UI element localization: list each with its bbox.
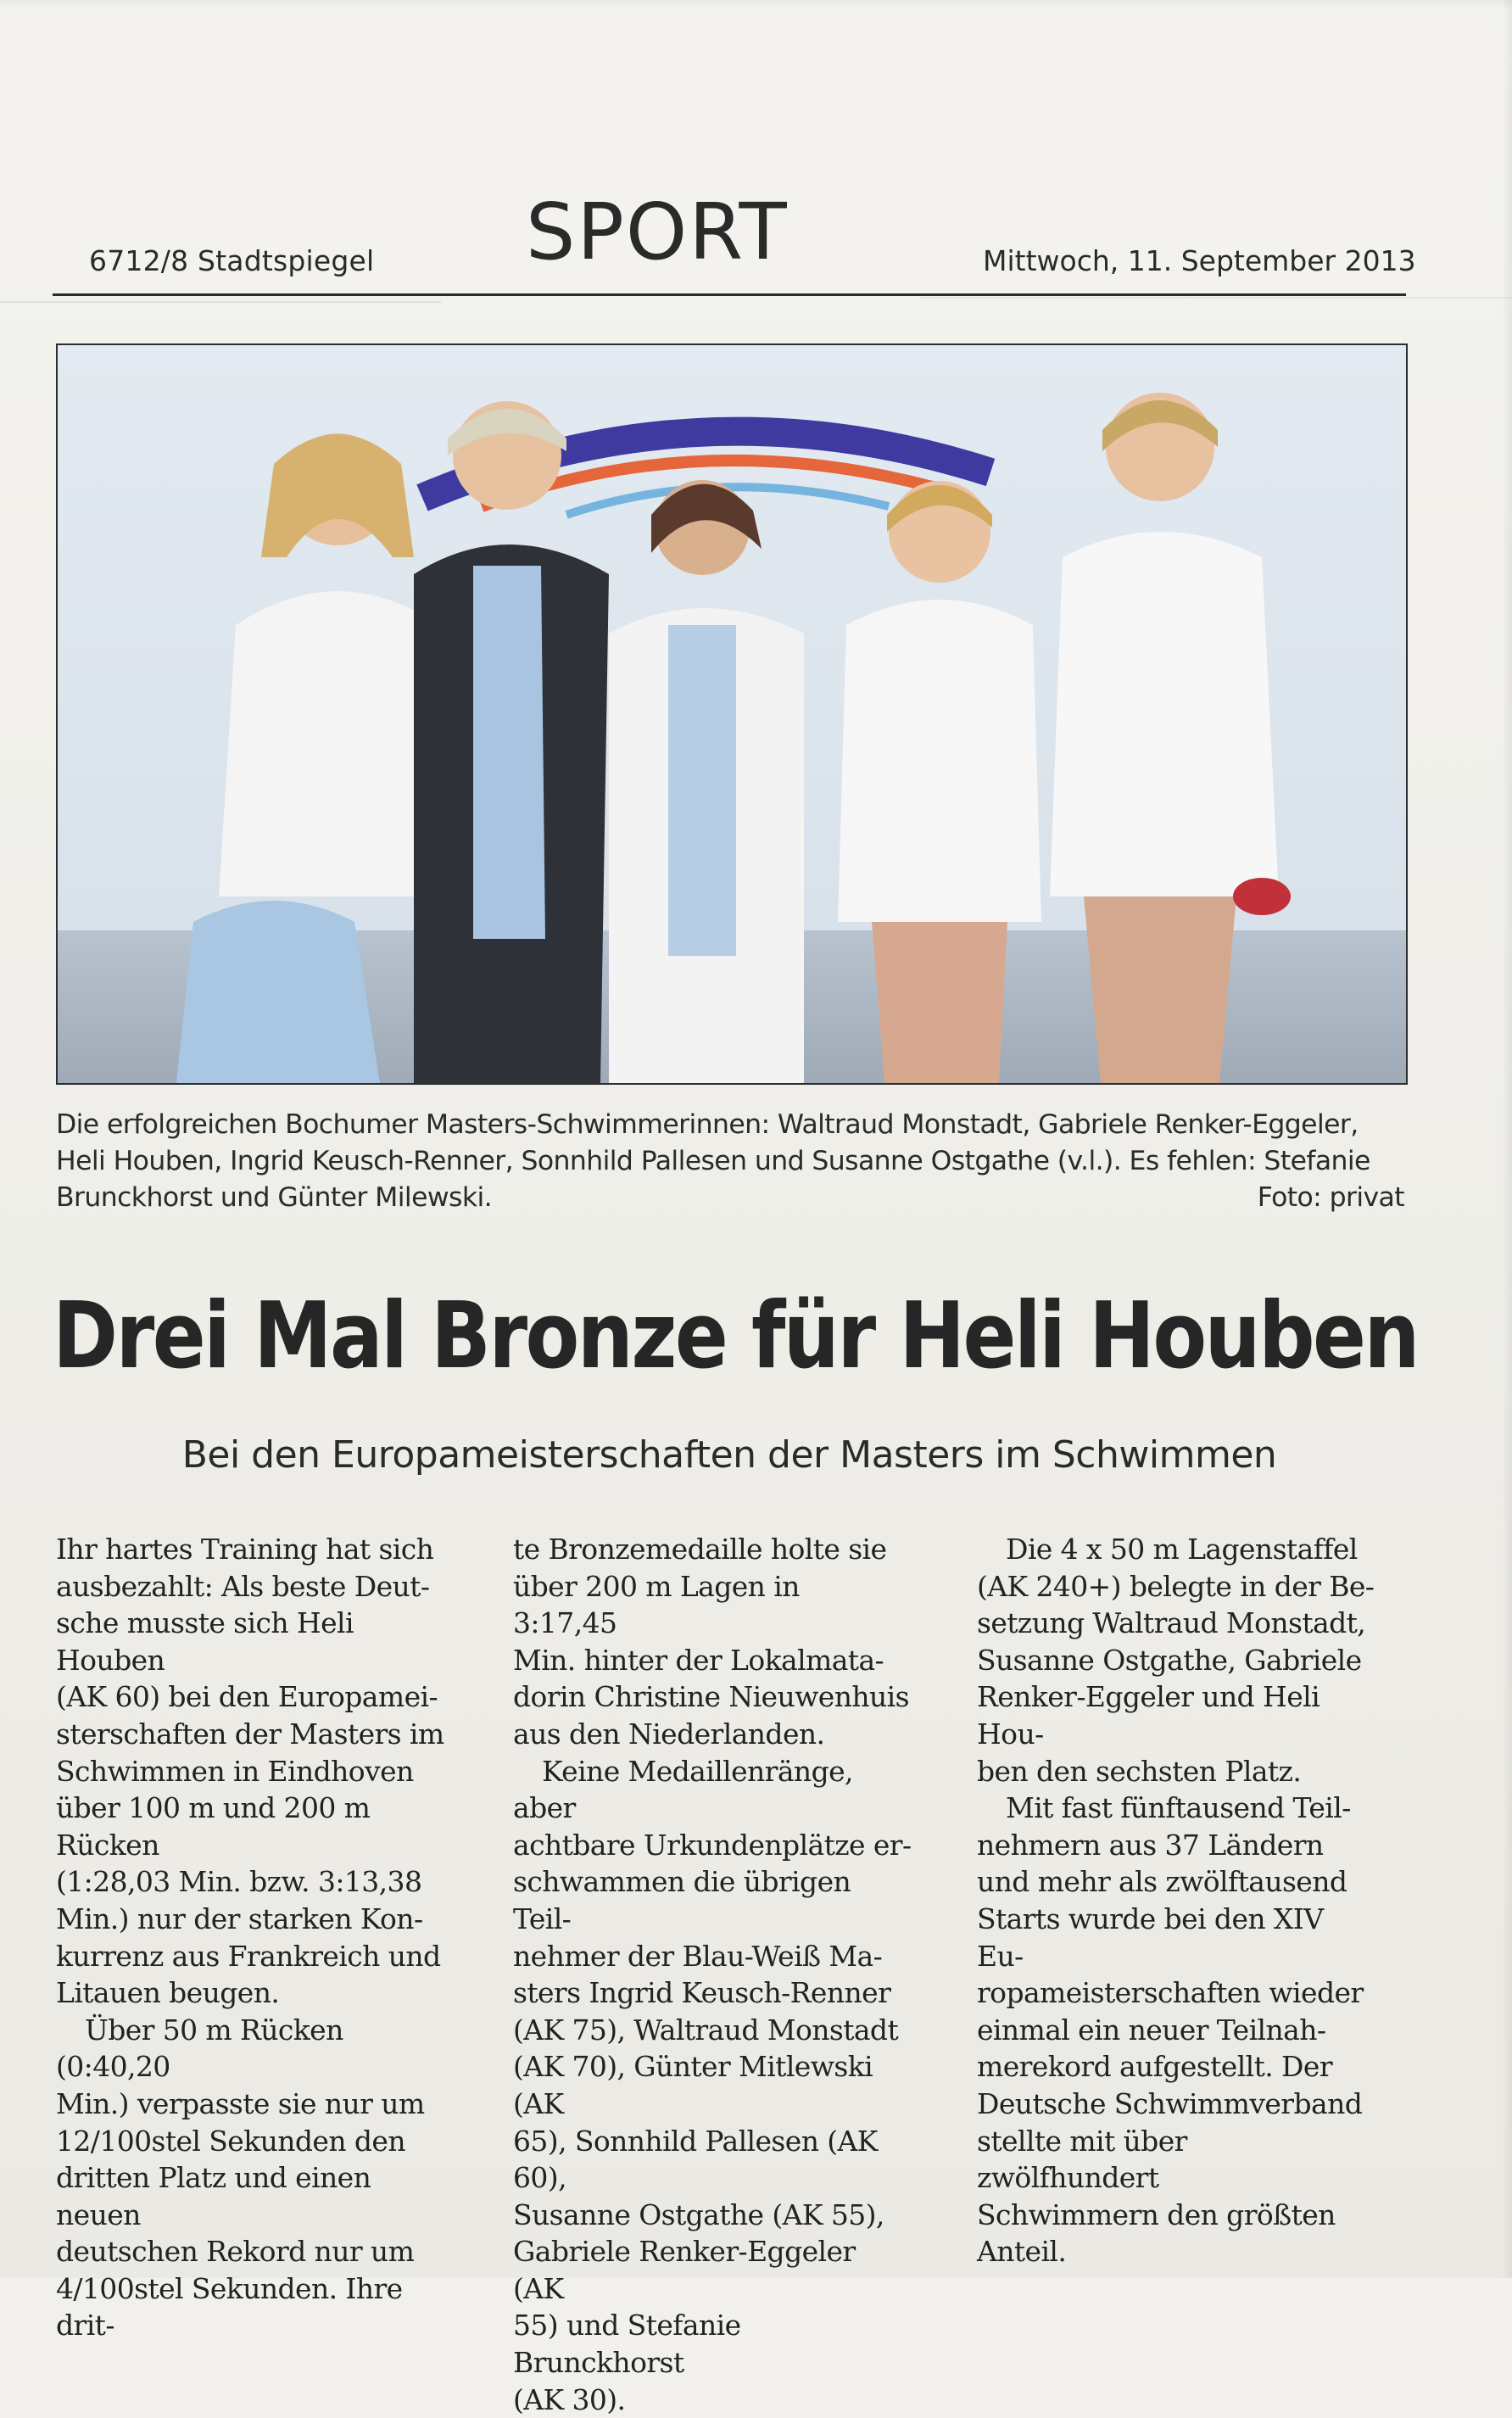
photo-credit: Foto: privat: [1257, 1182, 1404, 1213]
header-rule: [53, 293, 1406, 296]
edition-label: 6712/8 Stadtspiegel: [89, 244, 375, 277]
paragraph: Über 50 m Rücken (0:40,20 Min.) verpasste sie nur um 12/100stel Sekunden den dritten Platz und einen neuen deutschen Rekord nur um 4/100stel Sekunden. Ihre drit-: [56, 2013, 425, 2343]
scan-shadow-top: [0, 0, 1512, 8]
paragraph: Keine Medaillenränge, aber achtbare Urkundenplätze er- schwammen die übrigen Teil- nehmer der Blau-Weiß Ma- sters Ingrid Keusch-Renner (AK 75), Waltraud Monstadt (AK 70), Günter Mitlewski (AK 65), Sonnhild Pallesen (AK 60), Susanne Ostgathe (AK 55), Gabriele Renker-Eggeler (AK 55) und Stefanie Brunckhorst (AK 30).: [513, 1754, 912, 2416]
scan-shadow-right: [1502, 0, 1512, 2278]
caption-text: Die erfolgreichen Bochumer Masters-Schwimmerinnen: Waltraud Monstadt, Gabriele Renker-Eggeler, Heli Houben, Ingrid Keusch-Renner, Sonnhild Pallesen und Susanne Ostgathe (v.l.). Es fehlen: Stefanie Brunckhorst und Günter Milewski.: [56, 1109, 1370, 1213]
article-subheadline: Bei den Europameisterschaften der Masters im Schwimmen: [181, 1433, 1277, 1477]
article-column-1: [56, 1531, 455, 2344]
paragraph: Die 4 x 50 m Lagenstaffel (AK 240+) belegte in der Be- setzung Waltraud Monstadt, Susanne Ostgathe, Gabriele Renker-Eggeler und Heli Hou- ben den sechsten Platz.: [977, 1533, 1375, 1788]
article-column-3: [977, 1531, 1375, 2270]
article-column-2: [513, 1531, 912, 2418]
group-photo-icon: [58, 345, 1406, 1083]
paste-seam: [0, 301, 441, 303]
issue-date: Mittwoch, 11. September 2013: [983, 244, 1416, 277]
team-photo: [56, 343, 1408, 1085]
paragraph: Ihr hartes Training hat sich ausbezahlt: Als beste Deut- sche musste sich Heli Houben (AK 60) bei den Europamei- sterschaften der Masters im Schwimmen in Eindhoven über 100 m und 200 m Rücken (1:28,03 Min. bzw. 3:13,38 Min.) nur der starken Kon- kurrenz aus Frankreich und Litauen beugen.: [56, 1533, 444, 2010]
paragraph: te Bronzemedaille holte sie über 200 m Lagen in 3:17,45 Min. hinter der Lokalmata- dorin Christine Nieuwenhuis aus den Niederlanden.: [513, 1533, 909, 1751]
paste-seam: [920, 297, 1512, 299]
paragraph: Mit fast fünftausend Teil- nehmern aus 37 Ländern und mehr als zwölftausend Starts wurde bei den XIV Eu- ropameisterschaften wieder einmal ein neuer Teilnah- merekord aufgestellt. Der Deutsche Schwimmverband stellte mit über zwölfhundert Schwimmern den größten Anteil.: [977, 1791, 1364, 2269]
photo-caption: [56, 1107, 1404, 1216]
article-headline: Drei Mal Bronze für Heli Houben: [53, 1283, 1418, 1389]
section-title: SPORT: [526, 187, 789, 277]
